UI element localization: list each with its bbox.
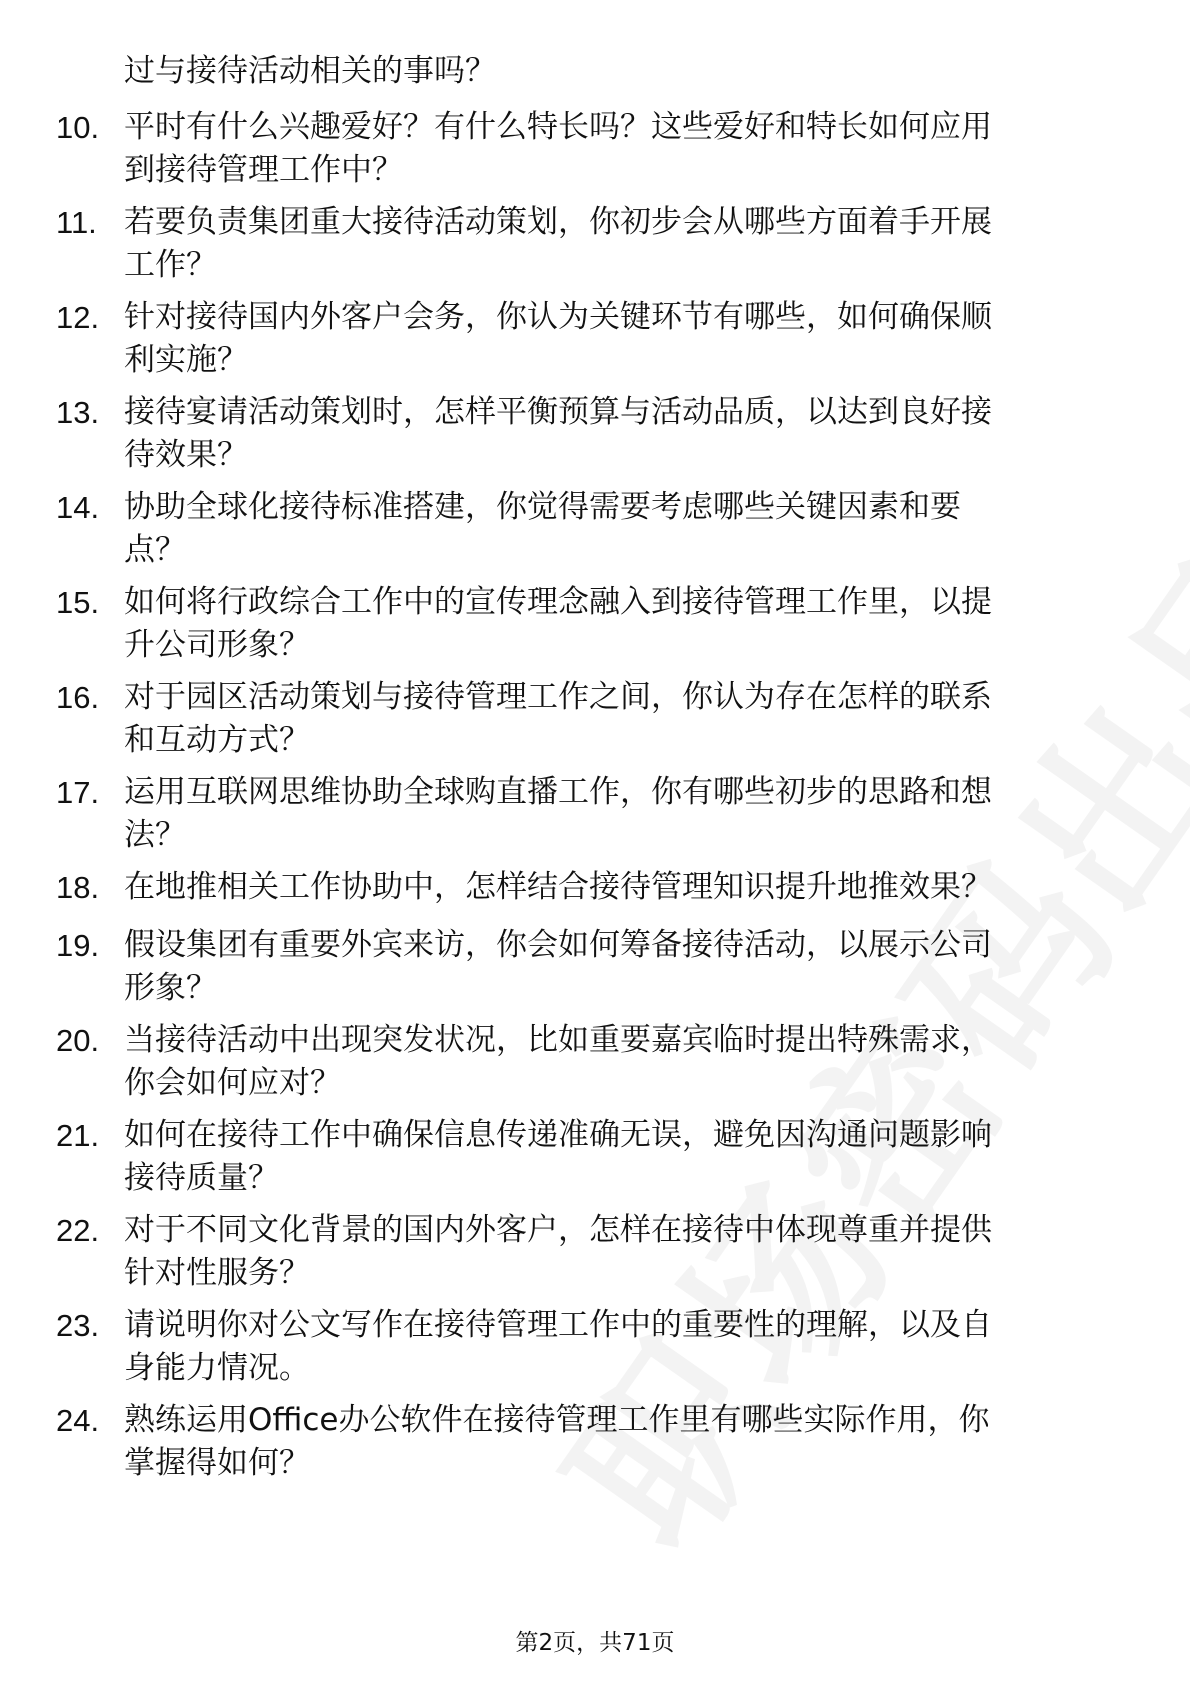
item-number: 19. (56, 928, 100, 963)
item-text: 请说明你对公文写作在接待管理工作中的重要性的理解，以及自 身能力情况。 (124, 1307, 992, 1386)
item-number: 16. (56, 680, 100, 715)
item-number: 23. (56, 1308, 100, 1343)
item-text: 假设集团有重要外宾来访，你会如何筹备接待活动，以展示公司 形象？ (124, 927, 992, 1006)
item-number: 10. (56, 110, 100, 145)
item-text: 在地推相关工作协助中，怎样结合接待管理知识提升地推效果？ (124, 869, 992, 905)
item-text: 运用互联网思维协助全球购直播工作，你有哪些初步的思路和想 法？ (124, 774, 992, 853)
item-text: 针对接待国内外客户会务，你认为关键环节有哪些，如何确保顺 利实施？ (124, 299, 992, 378)
item-text: 熟练运用Office办公软件在接待管理工作里有哪些实际作用，你 掌握得如何？ (124, 1402, 990, 1481)
item-number: 21. (56, 1118, 100, 1153)
item-number: 14. (56, 490, 100, 525)
item-number: 17. (56, 775, 100, 810)
item-text: 接待宴请活动策划时，怎样平衡预算与活动品质，以达到良好接 待效果？ (124, 394, 992, 473)
item-number: 24. (56, 1403, 100, 1438)
item-text: 如何将行政综合工作中的宣传理念融入到接待管理工作里，以提 升公司形象？ (124, 584, 992, 663)
item-text: 平时有什么兴趣爱好？有什么特长吗？这些爱好和特长如何应用 到接待管理工作中？ (124, 109, 992, 188)
item-text: 如何在接待工作中确保信息传递准确无误，避免因沟通问题影响 接待质量？ (124, 1117, 992, 1196)
item-number: 22. (56, 1213, 100, 1248)
item-number: 13. (56, 395, 100, 430)
item-number: 15. (56, 585, 100, 620)
item-number: 11. (56, 205, 97, 240)
item-text: 协助全球化接待标准搭建，你觉得需要考虑哪些关键因素和要 点？ (124, 489, 961, 568)
page-number-footer: 第2页，共71页 (515, 1630, 675, 1656)
item-number: 20. (56, 1023, 100, 1058)
item-text: 对于园区活动策划与接待管理工作之间，你认为存在怎样的联系 和互动方式？ (124, 679, 992, 758)
item-text: 若要负责集团重大接待活动策划，你初步会从哪些方面着手开展 工作？ (124, 204, 992, 283)
item-text: 当接待活动中出现突发状况，比如重要嘉宾临时提出特殊需求， 你会如何应对？ (124, 1022, 992, 1101)
item-text: 过与接待活动相关的事吗？ (124, 53, 496, 89)
item-number: 12. (56, 300, 100, 335)
item-number: 18. (56, 870, 100, 905)
item-text: 对于不同文化背景的国内外客户，怎样在接待中体现尊重并提供 针对性服务？ (124, 1212, 992, 1291)
